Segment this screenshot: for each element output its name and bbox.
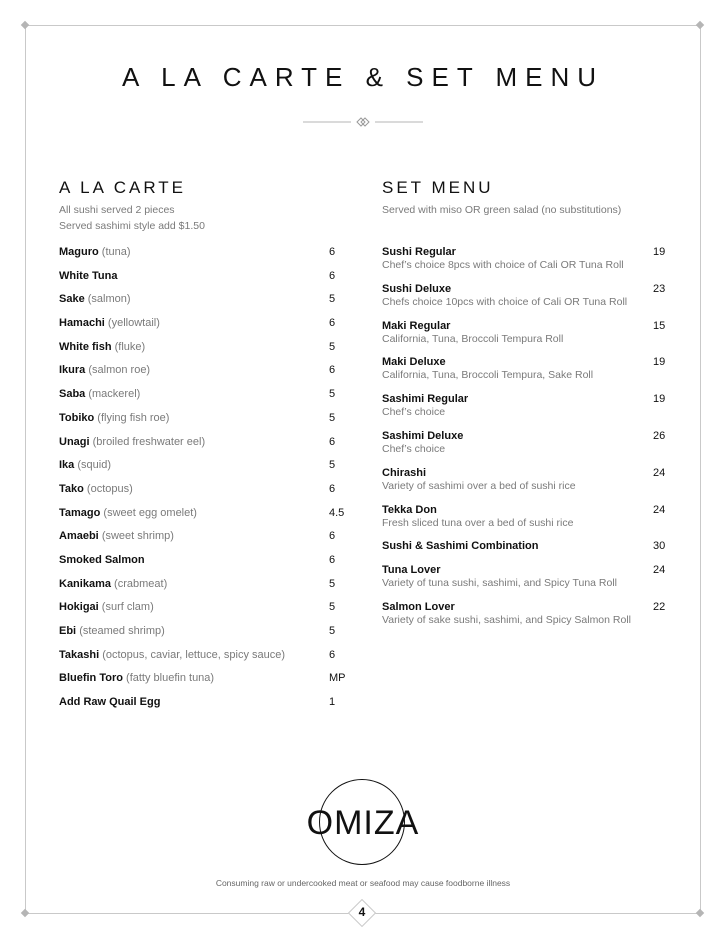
- item-description: (crabmeat): [114, 577, 168, 590]
- item-price: 5: [329, 411, 336, 424]
- item-price: 19: [653, 393, 666, 406]
- item-name: Amaebi: [59, 530, 99, 543]
- item-name: Sushi Deluxe: [382, 282, 452, 295]
- item-description: (fluke): [114, 340, 146, 353]
- frame-right-border: [700, 25, 701, 913]
- item-description: Chefs choice 10pcs with choice of Cali OR Tuna Roll: [382, 295, 628, 308]
- item-price: 24: [653, 563, 666, 576]
- item-description: Fresh sliced tuna over a bed of sushi rice: [382, 516, 574, 529]
- item-price: 24: [653, 466, 666, 479]
- set-menu-item: [382, 504, 666, 541]
- item-price: 1: [329, 696, 336, 709]
- item-price: 19: [653, 246, 666, 258]
- item-description: (octopus, caviar, lettuce, spicy sauce): [102, 648, 286, 661]
- item-price: 6: [329, 553, 336, 566]
- item-price: 5: [329, 601, 336, 614]
- menu-item: [59, 317, 349, 341]
- set-menu-list: [382, 246, 666, 637]
- menu-item: [59, 483, 349, 507]
- item-name: Hokigai: [59, 601, 99, 614]
- diamond-ornament-icon: [303, 113, 423, 131]
- menu-item: [59, 436, 349, 460]
- set-menu-item: [382, 564, 666, 601]
- item-description: (surf clam): [101, 601, 154, 614]
- item-description: California, Tuna, Broccoli Tempura, Sake Roll: [382, 369, 594, 382]
- set-menu-item: [382, 467, 666, 504]
- a-la-carte-list: [59, 246, 349, 720]
- item-price: MP: [329, 672, 346, 685]
- item-price: 6: [329, 269, 336, 282]
- item-price: 6: [329, 364, 336, 377]
- menu-item: [59, 293, 349, 317]
- item-name: Sushi Regular: [382, 246, 456, 258]
- menu-item: [59, 341, 349, 365]
- item-price: 5: [329, 293, 336, 306]
- item-price: 26: [653, 429, 666, 442]
- item-name: Takashi: [59, 648, 100, 661]
- menu-item: [59, 649, 349, 673]
- section-title-a-la-carte: A LA CARTE: [59, 178, 187, 197]
- item-price: 30: [653, 540, 666, 553]
- item-name: Tako: [59, 482, 84, 495]
- item-name: Ebi: [59, 625, 77, 637]
- item-description: Variety of sashimi over a bed of sushi rice: [382, 479, 576, 492]
- item-name: Bluefin Toro: [59, 672, 123, 685]
- item-name: White Tuna: [59, 269, 118, 282]
- a-la-carte-header: [59, 178, 349, 234]
- menu-item: [59, 388, 349, 412]
- item-description: Variety of sake sushi, sashimi, and Spicy Salmon Roll: [382, 613, 631, 626]
- item-price: 4.5: [329, 506, 345, 519]
- set-menu-item: [382, 540, 666, 564]
- item-price: 5: [329, 577, 336, 590]
- item-name: White fish: [59, 340, 112, 353]
- item-price: 5: [329, 388, 336, 401]
- menu-item: [59, 625, 349, 649]
- menu-item: [59, 601, 349, 625]
- item-name: Maki Deluxe: [382, 356, 446, 369]
- item-price: 6: [329, 435, 336, 448]
- item-price: 5: [329, 340, 336, 353]
- item-description: (flying fish roe): [97, 411, 170, 424]
- item-name: Tamago: [59, 506, 101, 519]
- item-name: Add Raw Quail Egg: [59, 696, 161, 709]
- item-name: Saba: [59, 388, 86, 401]
- set-menu-item: [382, 356, 666, 393]
- corner-diamond-icon: [21, 909, 29, 917]
- set-menu-item: [382, 246, 666, 283]
- frame-top-border: [25, 25, 701, 26]
- item-description: (sweet egg omelet): [103, 506, 197, 519]
- menu-item: [59, 246, 349, 270]
- frame-left-border: [25, 25, 26, 913]
- item-name: Sushi & Sashimi Combination: [382, 540, 539, 553]
- item-name: Maki Regular: [382, 319, 451, 332]
- item-description: Chef’s choice: [382, 406, 446, 419]
- item-description: (fatty bluefin tuna): [126, 672, 215, 685]
- menu-item: [59, 364, 349, 388]
- item-description: California, Tuna, Broccoli Tempura Roll: [382, 332, 564, 345]
- item-name: Chirashi: [382, 466, 427, 479]
- item-name: Tobiko: [59, 411, 95, 424]
- logo: OMIZA: [306, 804, 420, 842]
- item-description: (tuna): [101, 246, 131, 258]
- corner-diamond-icon: [696, 909, 704, 917]
- item-name: Smoked Salmon: [59, 553, 145, 566]
- section-note: All sushi served 2 pieces: [59, 204, 175, 216]
- item-price: 6: [329, 317, 336, 330]
- section-note: Served with miso OR green salad (no substitutions): [382, 204, 622, 216]
- item-name: Tuna Lover: [382, 563, 441, 576]
- menu-item: [59, 554, 349, 578]
- item-description: (mackerel): [88, 388, 141, 401]
- item-name: Sake: [59, 293, 85, 306]
- section-note: Served sashimi style add $1.50: [59, 220, 205, 232]
- item-description: (sweet shrimp): [101, 530, 174, 543]
- item-price: 6: [329, 648, 336, 661]
- item-description: Chef’s choice: [382, 442, 446, 455]
- set-menu-item: [382, 320, 666, 357]
- corner-diamond-icon: [696, 21, 704, 29]
- section-title-set-menu: SET MENU: [382, 178, 494, 197]
- item-name: Unagi: [59, 435, 90, 448]
- menu-item: [59, 507, 349, 531]
- menu-item: [59, 459, 349, 483]
- item-price: 5: [329, 459, 336, 472]
- item-price: 6: [329, 246, 336, 258]
- item-price: 6: [329, 482, 336, 495]
- disclaimer: Consuming raw or undercooked meat or seafood may cause foodborne illness: [215, 878, 511, 888]
- item-description: (salmon roe): [88, 364, 151, 377]
- menu-item: [59, 672, 349, 696]
- item-price: 23: [653, 282, 666, 295]
- item-price: 22: [653, 600, 666, 613]
- item-description: (yellowtail): [107, 317, 160, 330]
- item-name: Kanikama: [59, 577, 111, 590]
- item-name: Ikura: [59, 364, 86, 377]
- item-description: (squid): [77, 459, 111, 472]
- item-price: 15: [653, 319, 666, 332]
- item-description: (steamed shrimp): [79, 625, 165, 637]
- menu-item: [59, 530, 349, 554]
- page-number: 4: [358, 905, 366, 919]
- item-price: 5: [329, 625, 336, 637]
- item-description: (salmon): [87, 293, 131, 306]
- corner-diamond-icon: [21, 21, 29, 29]
- item-description: (broiled freshwater eel): [92, 435, 206, 448]
- page-title: A LA CARTE & SET MENU: [121, 62, 605, 92]
- set-menu-item: [382, 430, 666, 467]
- menu-item: [59, 578, 349, 602]
- menu-item: [59, 270, 349, 294]
- menu-item: [59, 412, 349, 436]
- item-name: Hamachi: [59, 317, 105, 330]
- item-name: Sashimi Deluxe: [382, 429, 464, 442]
- item-name: Sashimi Regular: [382, 393, 469, 406]
- set-menu-item: [382, 601, 666, 638]
- item-name: Ika: [59, 459, 75, 472]
- item-price: 24: [653, 503, 666, 516]
- item-description: Variety of tuna sushi, sashimi, and Spicy Tuna Roll: [382, 576, 618, 589]
- set-menu-item: [382, 283, 666, 320]
- item-price: 19: [653, 356, 666, 369]
- item-name: Tekka Don: [382, 503, 437, 516]
- set-menu-header: [382, 178, 666, 218]
- item-description: Chef’s choice 8pcs with choice of Cali OR Tuna Roll: [382, 259, 624, 271]
- set-menu-item: [382, 393, 666, 430]
- item-description: (octopus): [86, 482, 133, 495]
- menu-item: [59, 696, 349, 720]
- item-name: Maguro: [59, 246, 99, 258]
- item-name: Salmon Lover: [382, 600, 455, 613]
- item-price: 6: [329, 530, 336, 543]
